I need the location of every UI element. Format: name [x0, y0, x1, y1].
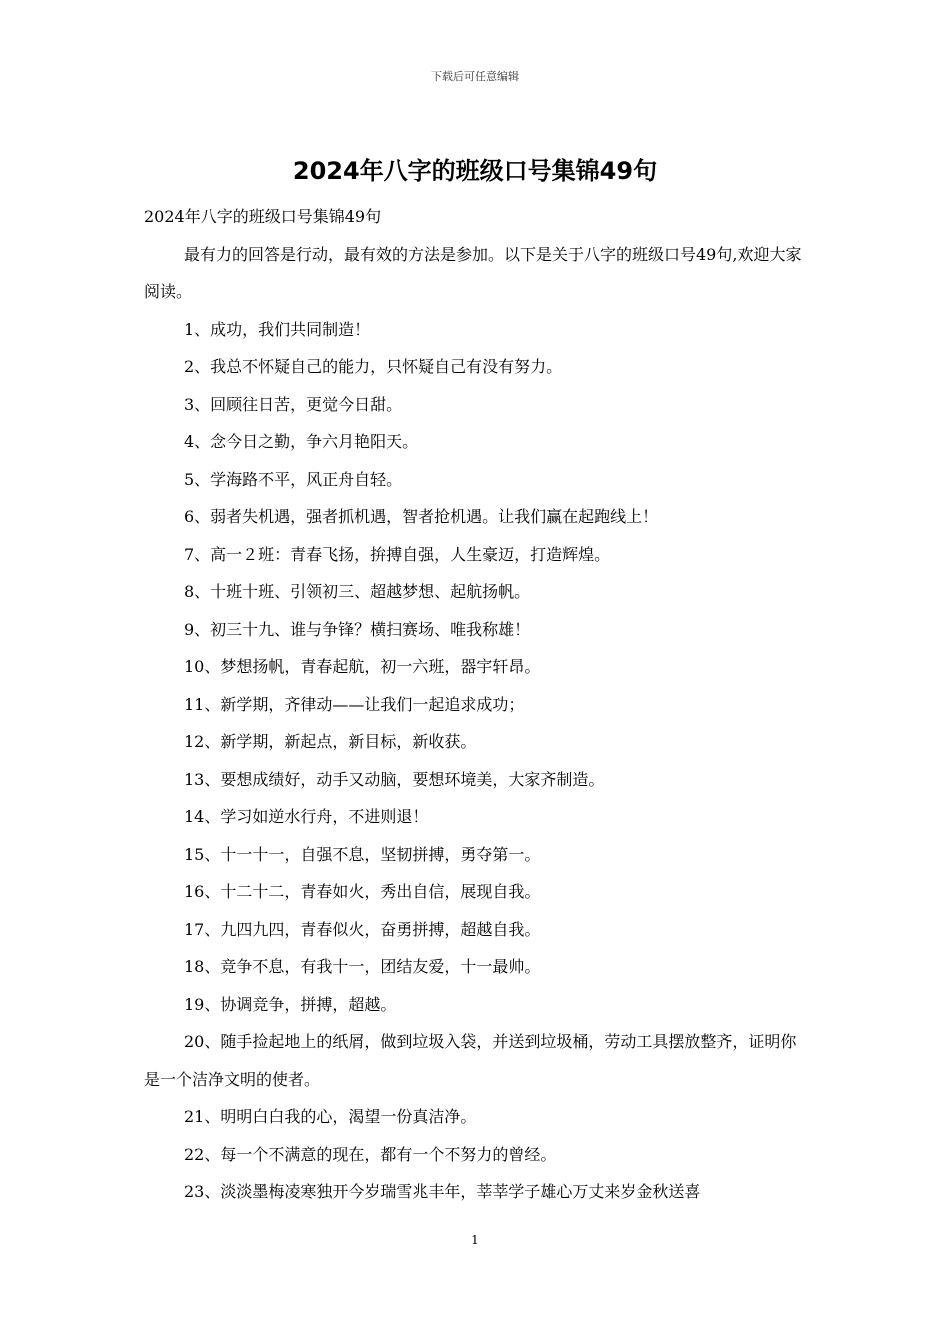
intro-paragraph: 最有力的回答是行动，最有效的方法是参加。以下是关于八字的班级口号49句,欢迎大家阅读。 [144, 244, 802, 301]
list-item: 19、协调竞争，拼搏，超越。 [184, 994, 397, 1014]
list-item: 7、高一２班：青春飞扬，拚搏自强，人生豪迈，打造辉煌。 [184, 544, 611, 564]
header-note: 下载后可任意编辑 [431, 70, 519, 83]
document-subtitle: 2024年八字的班级口号集锦49句 [144, 207, 382, 226]
list-item: 13、要想成绩好，动手又动脑，要想环境美，大家齐制造。 [184, 769, 605, 789]
list-item: 3、回顾往日苦，更觉今日甜。 [184, 394, 403, 414]
list-item: 22、每一个不满意的现在，都有一个不努力的曾经。 [184, 1144, 557, 1164]
list-item: 12、新学期，新起点，新目标，新收获。 [184, 732, 477, 751]
list-item: 8、十班十班、引领初三、超越梦想、起航扬帆。 [184, 582, 531, 601]
document-body [144, 198, 806, 1211]
list-item: 11、新学期，齐律动——让我们一起追求成功； [184, 694, 525, 714]
list-item: 16、十二十二，青春如火，秀出自信，展现自我。 [184, 882, 541, 901]
list-item: 9、初三十九、谁与争锋？横扫赛场、唯我称雄！ [184, 619, 531, 639]
list-item: 4、念今日之勤，争六月艳阳天。 [184, 432, 419, 451]
list-item: 18、竞争不息，有我十一，团结友爱，十一最帅。 [184, 957, 541, 976]
list-item: 23、淡淡墨梅凌寒独开今岁瑞雪兆丰年，莘莘学子雄心万丈来岁金秋送喜 [184, 1182, 701, 1201]
list-item: 5、学海路不平，风正舟自轻。 [184, 469, 403, 489]
list-item: 15、十一十一，自强不息，坚韧拼搏，勇夺第一。 [184, 844, 541, 864]
list-item: 6、弱者失机遇，强者抓机遇，智者抢机遇。让我们赢在起跑线上！ [184, 507, 659, 526]
list-item: 21、明明白白我的心，渴望一份真洁净。 [184, 1107, 477, 1126]
list-item: 1、成功，我们共同制造！ [184, 319, 371, 339]
list-item: 14、学习如逆水行舟，不进则退！ [184, 807, 429, 826]
page-number: 1 [471, 1233, 479, 1247]
list-item: 2、我总不怀疑自己的能力，只怀疑自己有没有努力。 [184, 357, 563, 376]
list-item: 17、九四九四，青春似火，奋勇拼搏，超越自我。 [184, 919, 541, 939]
list-item: 20、随手捡起地上的纸屑，做到垃圾入袋，并送到垃圾桶，劳动工具摆放整齐，证明你是一个洁净文明的使者。 [144, 1032, 797, 1089]
document-title: 2024年八字的班级口号集锦49句 [292, 157, 658, 185]
list-item: 10、梦想扬帆，青春起航，初一六班，器宇轩昂。 [184, 657, 541, 676]
